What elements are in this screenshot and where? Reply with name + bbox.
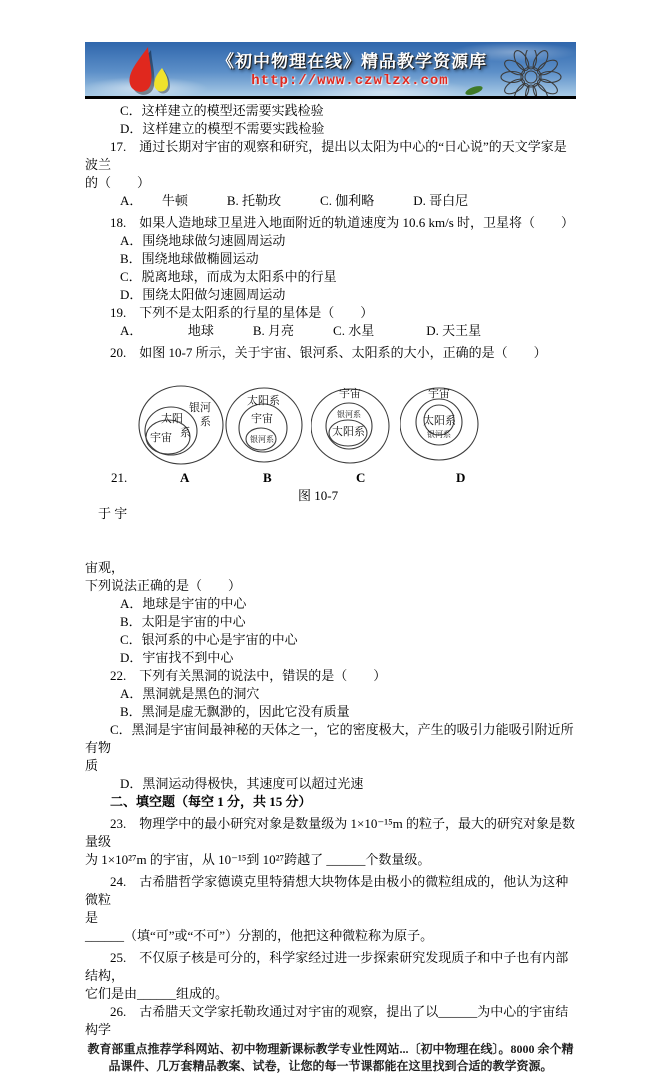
section2-title: 二、填空题（每空 1 分，共 15 分） [110, 794, 312, 809]
q18-option-d: D．围绕太阳做匀速圆周运动 [120, 287, 286, 302]
q21-option-b: B．太阳是宇宙的中心 [120, 614, 246, 629]
diagram-b-inner-label: 银河系 [250, 435, 274, 444]
q26-line1: 26. 古希腊天文学家托勒玫通过对宇宙的观察，提出了以______为中心的宇宙结构学 [85, 1004, 569, 1037]
q20-stem: 20. 如图 10-7 所示，关于宇宙、银河系、太阳系的大小，正确的是（ ） [110, 345, 547, 360]
banner-url-link[interactable]: http://www.czwlzx.com [251, 73, 449, 89]
q18-option-c: C．脱离地球，而成为太阳系中的行星 [120, 269, 337, 284]
diagram-b-middle-label: 宇宙 [251, 413, 273, 425]
diagram-a-outer-label-line1: 银河 [189, 402, 211, 414]
sunflower-center [521, 67, 541, 87]
figure-label-b: B [263, 470, 272, 485]
q21-wrap-line1-row [85, 487, 576, 559]
q18-option-a: A．围绕地球做匀速圆周运动 [120, 233, 286, 248]
diagram-a-outer-label-line2: 系 [200, 416, 211, 428]
figure-diagram-d [400, 386, 480, 464]
diagram-d-middle-label: 太阳系 [423, 415, 456, 427]
site-banner [85, 42, 576, 99]
sunflower-icon [493, 50, 565, 96]
figure-diagram-b [225, 386, 305, 466]
q21-wrap-line1: 于 宇 [98, 506, 128, 521]
q17-stem-line2: 的（ ） [85, 175, 151, 190]
figure-caption: 图 10-7 [298, 488, 339, 503]
q22-stem: 22. 下列有关黑洞的说法中，错误的是（ ） [110, 668, 387, 683]
flame-logo-icon [117, 43, 177, 95]
q21-option-d: D．宇宙找不到中心 [120, 650, 234, 665]
sunflower-center-dark [525, 71, 537, 83]
q22-option-c-line2: 质 [85, 758, 99, 773]
q24-line1: 24. 古希腊哲学家德谟克里特猜想大块物体是由极小的微粒组成的，他认为这种微粒 [85, 874, 569, 907]
figure-10-7 [85, 384, 576, 470]
figure-label-a: A [180, 470, 190, 485]
q22-option-d: D．黑洞运动得极快，其速度可以超过光速 [120, 776, 364, 791]
q18-stem: 18. 如果人造地球卫星进入地面附近的轨道速度为 10.6 km/s 时，卫星将（ ） [110, 215, 575, 230]
q24-line3: ______（填“可”或“不可”）分割的，他把这种微粒称为原子。 [85, 928, 434, 943]
q17-choices: A． 牛顿 B. 托勒玫 C. 伽利略 D. 哥白尼 [120, 193, 469, 208]
figure-label-d: D [456, 470, 466, 485]
diagram-c-inner-label: 太阳系 [332, 426, 365, 438]
diagram-c-outer-label: 宇宙 [339, 388, 361, 400]
diagram-d-inner-label: 银河系 [427, 430, 451, 439]
q19-stem: 19. 下列不是太阳系的行星的星体是（ ） [110, 305, 374, 320]
figure-diagram-a [137, 384, 225, 468]
figure-labels-row [85, 470, 576, 487]
q22-option-b: B．黑洞是虚无飘渺的，因此它没有质量 [120, 704, 350, 719]
q19-choices: A． 地球 B. 月亮 C. 水星 D. 天王星 [120, 323, 482, 338]
diagram-a-middle-label-line1: 太阳 [161, 413, 183, 425]
diagram-a-inner-label: 宇宙 [150, 432, 172, 444]
q25-line1: 25. 不仅原子核是可分的，科学家经过进一步探索研究发现质子和中子也有内部结构， [85, 950, 569, 983]
q22-option-c-line1: C．黑洞是宇宙间最神秘的天体之一，它的密度极大，产生的吸引力能吸引附近所有物 [85, 722, 574, 755]
q18-option-b: B．围绕地球做椭圆运动 [120, 251, 259, 266]
leaf-icon [464, 85, 483, 96]
q21-wrap-line3: 下列说法正确的是（ ） [85, 578, 242, 593]
q21-wrap-line2: 宙观， [85, 560, 125, 575]
logo-red-flame [129, 47, 151, 92]
q16-option-c: C．这样建立的模型还需要实践检验 [120, 103, 324, 118]
figure-label-c: C [356, 470, 366, 485]
page-content [85, 42, 576, 1075]
q21-option-c: C．银河系的中心是宇宙的中心 [120, 632, 298, 647]
q16-option-d: D．这样建立的模型不需要实践检验 [120, 121, 325, 136]
logo-yellow-flame [154, 68, 168, 91]
diagram-c-middle-label: 银河系 [337, 410, 361, 419]
q21-number: 21. [111, 470, 128, 485]
diagram-a-middle-label-line2: 系 [180, 427, 191, 439]
sunflower-petals [501, 50, 561, 96]
banner-title: 《初中物理在线》精品教学资源库 [217, 52, 487, 71]
q23-line2: 为 1×10²⁷m 的宇宙，从 10⁻¹⁵到 10²⁷跨越了 ______个数量级。 [85, 852, 431, 867]
q22-option-a: A．黑洞就是黑色的洞穴 [120, 686, 260, 701]
footer-note: 教育部重点推荐学科网站、初中物理新课标教学专业性网站...〔初中物理在线〕。8000 余个精品课件、几万套精品教案、试卷，让您的每一节课都能在这里找到合适的教学资源。 [87, 1042, 574, 1073]
q24-line2: 是 [85, 910, 99, 925]
q25-line2: 它们是由______组成的。 [85, 986, 229, 1001]
diagram-b-outer-label: 太阳系 [247, 395, 280, 407]
figure-diagram-c [311, 386, 391, 466]
q21-option-a: A．地球是宇宙的中心 [120, 596, 247, 611]
q17-stem-line1: 17. 通过长期对宇宙的观察和研究，提出以太阳为中心的“日心说”的天文学家是波兰 [85, 139, 567, 172]
diagram-d-outer-label: 宇宙 [428, 388, 450, 400]
q23-line1: 23. 物理学中的最小研究对象是数量级为 1×10⁻¹⁵m 的粒子，最大的研究对象是数量级 [85, 816, 575, 849]
